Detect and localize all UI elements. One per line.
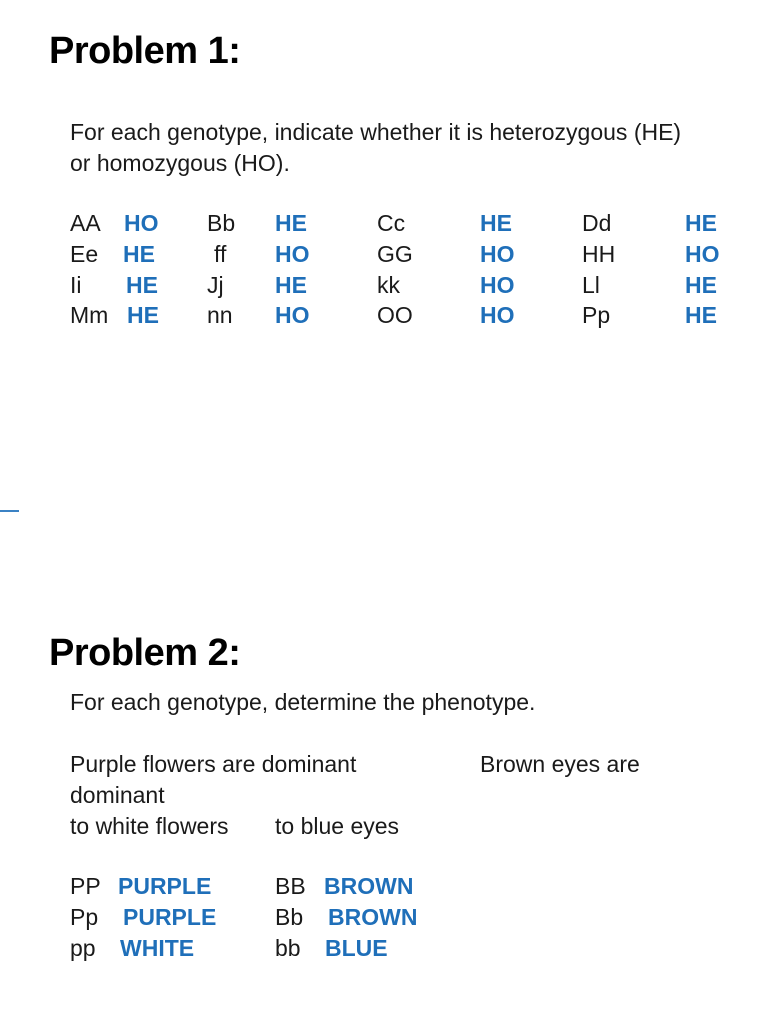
genotype-answer: HE <box>275 272 307 298</box>
genotype-answer: HO <box>480 241 515 267</box>
genotype-answer: HE <box>275 210 307 236</box>
flower-rule-line-1: Purple flowers are dominant <box>70 751 357 777</box>
genotype-answer: HO <box>685 241 720 267</box>
problem-1-instruction-line-2: or homozygous (HO). <box>70 150 290 176</box>
eye-phenotype: BROWN <box>324 873 414 899</box>
genotype-label: Dd <box>582 210 612 236</box>
genotype-answer: HO <box>124 210 159 236</box>
genotype-label: Ii <box>70 272 82 298</box>
genotype-answer: HE <box>685 302 717 328</box>
flower-genotype: pp <box>70 935 96 961</box>
eye-genotype: BB <box>275 873 306 899</box>
eye-rule-line-1: Brown eyes are <box>480 751 640 777</box>
genotype-answer: HE <box>127 302 159 328</box>
genotype-label: Bb <box>207 210 236 236</box>
flower-phenotype: WHITE <box>120 935 195 961</box>
problem-2-instruction: For each genotype, determine the phenotype. <box>70 689 536 715</box>
genotype-answer: HE <box>126 272 158 298</box>
genotype-label: AA <box>70 210 101 236</box>
eye-genotype: bb <box>275 935 301 961</box>
genotype-answer: HO <box>480 302 515 328</box>
flower-genotype: PP <box>70 873 101 899</box>
genotype-label: nn <box>207 302 233 328</box>
flower-phenotype: PURPLE <box>118 873 212 899</box>
genotype-label: Ee <box>70 241 99 267</box>
genotype-label: HH <box>582 241 616 267</box>
genotype-label: Mm <box>70 302 109 328</box>
genotype-answer: HO <box>480 272 515 298</box>
genotype-label: Ll <box>582 272 600 298</box>
problem-1-instruction-line-1: For each genotype, indicate whether it is heterozygous (HE) <box>70 119 682 145</box>
eye-rule-line-2: to blue eyes <box>275 813 400 839</box>
genotype-answer: HE <box>685 272 717 298</box>
genotype-answer: HE <box>123 241 155 267</box>
genotype-label: kk <box>377 272 400 298</box>
genotype-label: Cc <box>377 210 406 236</box>
left-edge-rule <box>0 510 19 512</box>
eye-phenotype: BLUE <box>325 935 388 961</box>
flower-genotype: Pp <box>70 904 99 930</box>
genotype-label: Jj <box>207 272 224 298</box>
eye-phenotype: BROWN <box>328 904 418 930</box>
flower-rule-line-2: to white flowers <box>70 813 229 839</box>
genotype-label: GG <box>377 241 413 267</box>
genotype-answer: HO <box>275 241 310 267</box>
problem-2-title: Problem 2: <box>49 632 241 674</box>
genotype-label: OO <box>377 302 413 328</box>
flower-phenotype: PURPLE <box>123 904 217 930</box>
genotype-label: ff <box>214 241 227 267</box>
genotype-answer: HO <box>275 302 310 328</box>
genotype-answer: HE <box>685 210 717 236</box>
problem-1-title: Problem 1: <box>49 30 241 72</box>
eye-genotype: Bb <box>275 904 304 930</box>
eye-rule-wrap: dominant <box>70 782 165 808</box>
genotype-label: Pp <box>582 302 611 328</box>
genotype-answer: HE <box>480 210 512 236</box>
